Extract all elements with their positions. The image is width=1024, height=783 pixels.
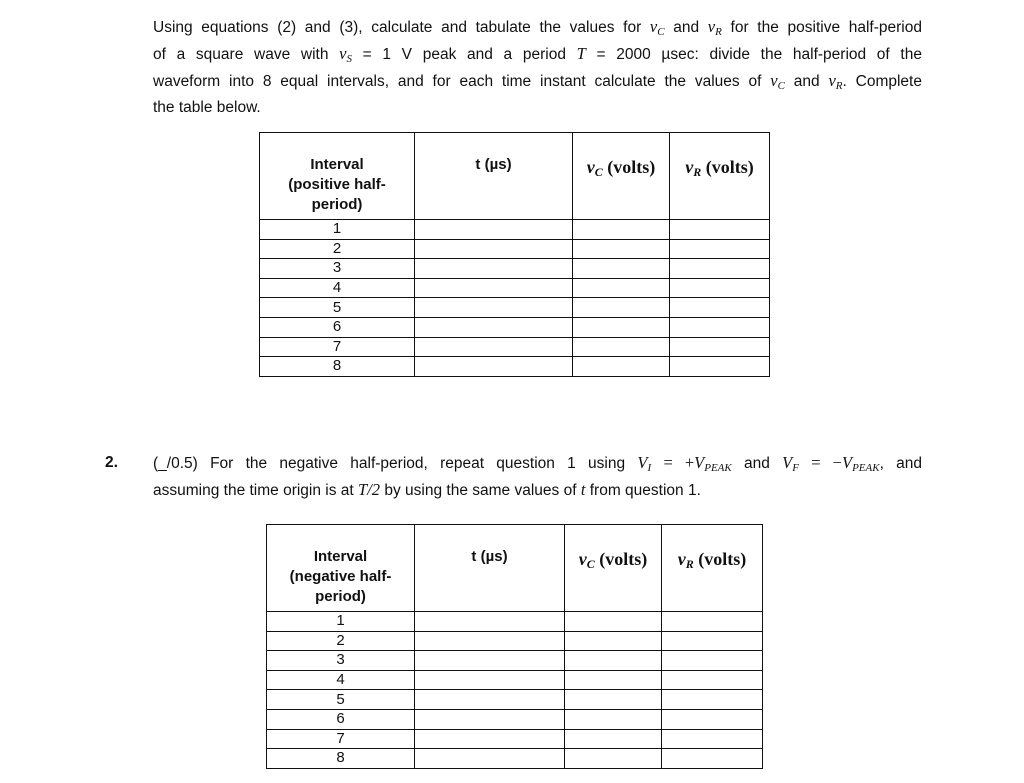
vc-cell[interactable] [565, 651, 662, 671]
interval-cell: 2 [267, 631, 415, 651]
interval-cell: 6 [267, 709, 415, 729]
vc-cell[interactable] [565, 631, 662, 651]
vc-cell[interactable] [573, 337, 670, 357]
interval-cell: 5 [260, 298, 415, 318]
table-row [260, 298, 770, 318]
header-interval: Interval (negative half- period) [267, 525, 415, 612]
table-header-row [267, 525, 763, 612]
vc-cell[interactable] [565, 729, 662, 749]
vr-cell[interactable] [670, 278, 770, 298]
vr-cell[interactable] [670, 220, 770, 240]
vr-cell[interactable] [662, 631, 763, 651]
vc-cell[interactable] [565, 670, 662, 690]
table-row [267, 709, 763, 729]
table-row [267, 612, 763, 632]
time-cell[interactable] [415, 729, 565, 749]
vr-cell[interactable] [670, 357, 770, 377]
interval-cell: 4 [267, 670, 415, 690]
table-row [267, 729, 763, 749]
interval-cell: 8 [267, 749, 415, 769]
interval-cell: 7 [260, 337, 415, 357]
vr-cell[interactable] [662, 749, 763, 769]
vr-cell[interactable] [670, 317, 770, 337]
vr-cell[interactable] [662, 709, 763, 729]
table-row [267, 651, 763, 671]
vc-cell[interactable] [565, 749, 662, 769]
interval-cell: 1 [260, 220, 415, 240]
header-vr: $v_R$ (volts) [662, 525, 763, 612]
q1-line-1: Using equations (2) and (3), calculate and tabulate the values for $v_C$ and $v_R$ for the positive half-period [153, 17, 922, 38]
interval-cell: 4 [260, 278, 415, 298]
time-cell[interactable] [415, 651, 565, 671]
vc-cell[interactable] [573, 239, 670, 259]
vr-cell[interactable] [670, 298, 770, 318]
vc-cell[interactable] [573, 298, 670, 318]
q1-line-4: the table below. [153, 99, 261, 116]
time-cell[interactable] [415, 357, 573, 377]
header-time: t (µs) [415, 133, 573, 220]
interval-cell: 8 [260, 357, 415, 377]
table-row [267, 749, 763, 769]
time-cell[interactable] [415, 278, 573, 298]
q2-line-1: (_/0.5) For the negative half-period, repeat question 1 using $V_I = +V_{PEAK}$ and $V_F = -V_{PEAK}$, and [153, 453, 923, 474]
time-cell[interactable] [415, 317, 573, 337]
table-row [260, 317, 770, 337]
interval-cell: 3 [267, 651, 415, 671]
vc-cell[interactable] [573, 357, 670, 377]
time-cell[interactable] [415, 298, 573, 318]
table-row [260, 278, 770, 298]
vr-cell[interactable] [662, 651, 763, 671]
vr-cell[interactable] [662, 690, 763, 710]
table-row [260, 220, 770, 240]
vr-cell[interactable] [670, 259, 770, 279]
table-negative-half-period [266, 524, 763, 769]
header-vc: $v_C$ (volts) [565, 525, 662, 612]
vr-cell[interactable] [662, 612, 763, 632]
question-2-number: 2. [105, 454, 118, 471]
vr-cell[interactable] [662, 729, 763, 749]
header-vc: $v_C$ (volts) [573, 133, 670, 220]
table-row [267, 631, 763, 651]
vr-cell[interactable] [670, 337, 770, 357]
table-row [267, 690, 763, 710]
interval-cell: 2 [260, 239, 415, 259]
table-row [260, 259, 770, 279]
question-1-text [153, 16, 922, 119]
interval-cell: 6 [260, 317, 415, 337]
table-positive-half-period [259, 132, 770, 377]
time-cell[interactable] [415, 337, 573, 357]
time-cell[interactable] [415, 239, 573, 259]
time-cell[interactable] [415, 631, 565, 651]
time-cell[interactable] [415, 220, 573, 240]
interval-cell: 7 [267, 729, 415, 749]
table-header-row [260, 133, 770, 220]
q1-line-3: waveform into 8 equal intervals, and for each time instant calculate the values of $v_C$ and $v_R$. Complete [153, 71, 922, 92]
q2-line-2: assuming the time origin is at T/2 by using the same values of t from question 1. [153, 480, 701, 499]
header-interval: Interval (positive half- period) [260, 133, 415, 220]
table-row [260, 337, 770, 357]
vr-cell[interactable] [670, 239, 770, 259]
table-row [260, 239, 770, 259]
interval-cell: 3 [260, 259, 415, 279]
time-cell[interactable] [415, 259, 573, 279]
time-cell[interactable] [415, 612, 565, 632]
table-row [267, 670, 763, 690]
interval-cell: 5 [267, 690, 415, 710]
vc-cell[interactable] [573, 278, 670, 298]
vc-cell[interactable] [573, 317, 670, 337]
vc-cell[interactable] [565, 612, 662, 632]
vr-cell[interactable] [662, 670, 763, 690]
vc-cell[interactable] [565, 690, 662, 710]
question-2-text [153, 452, 922, 502]
time-cell[interactable] [415, 709, 565, 729]
table-row [260, 357, 770, 377]
vc-cell[interactable] [573, 259, 670, 279]
q1-line-2: of a square wave with $v_S = 1$ V peak and a period T = 2000 µsec: divide the half-period of the [153, 44, 922, 65]
header-vr: $v_R$ (volts) [670, 133, 770, 220]
vc-cell[interactable] [565, 709, 662, 729]
time-cell[interactable] [415, 670, 565, 690]
header-time: t (µs) [415, 525, 565, 612]
time-cell[interactable] [415, 690, 565, 710]
vc-cell[interactable] [573, 220, 670, 240]
interval-cell: 1 [267, 612, 415, 632]
time-cell[interactable] [415, 749, 565, 769]
